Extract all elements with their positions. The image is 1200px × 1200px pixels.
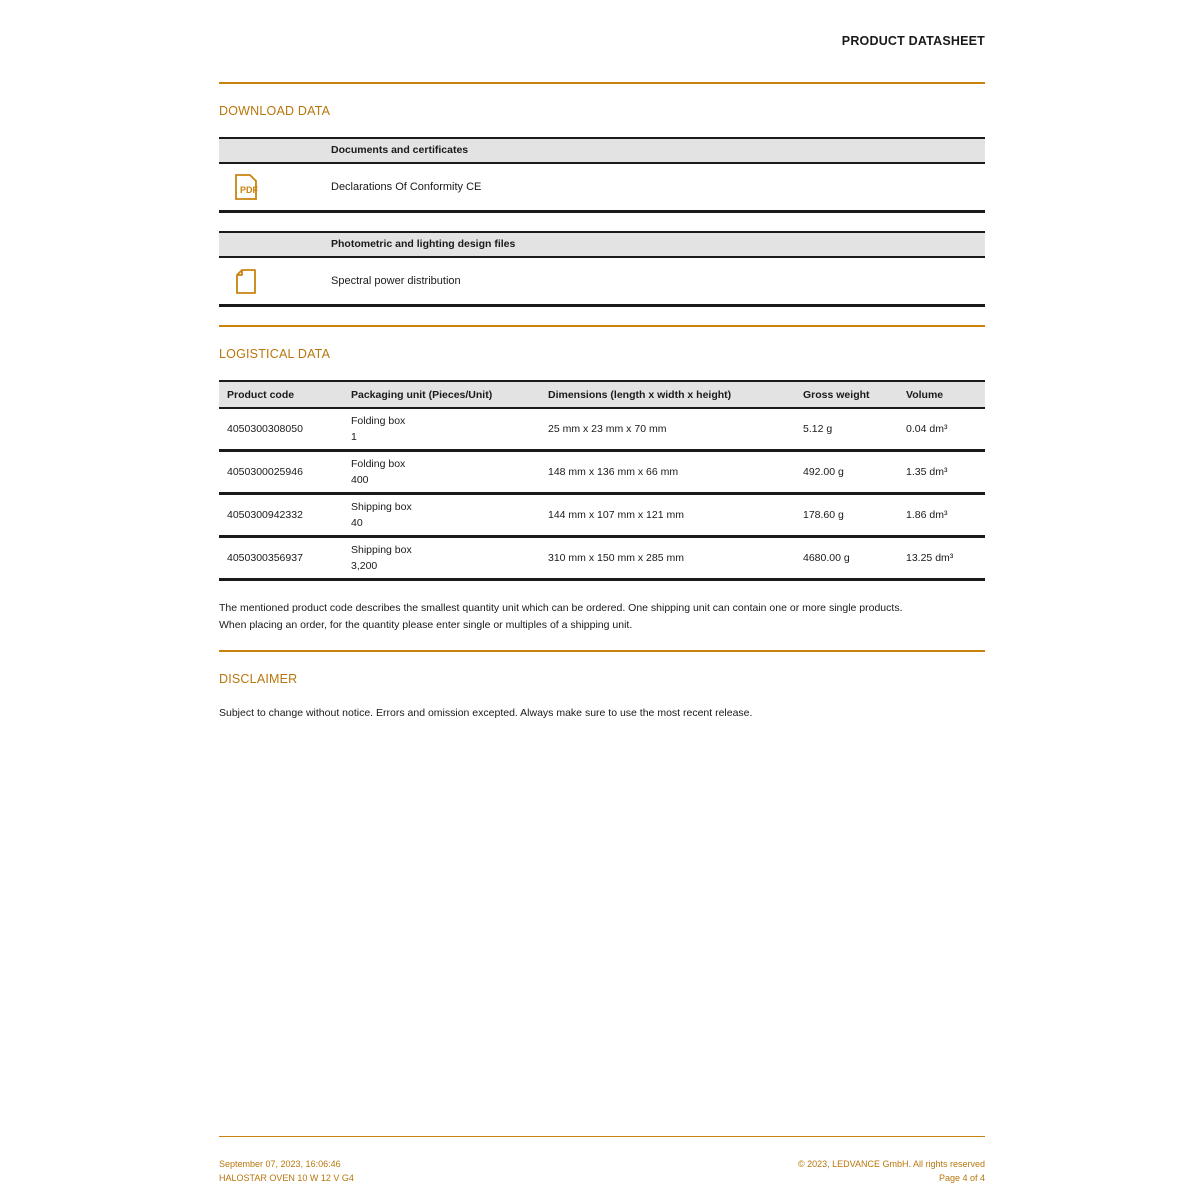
gross-weight-cell: 492.00 g — [795, 451, 898, 494]
gross-weight-cell: 4680.00 g — [795, 537, 898, 580]
column-header-volume: Volume — [898, 381, 985, 408]
footer-date: September 07, 2023, 16:06:46 — [219, 1159, 341, 1169]
volume-cell: 0.04 dm³ — [898, 408, 985, 451]
file-icon[interactable] — [231, 266, 261, 296]
packaging-unit-cell — [343, 537, 540, 580]
download-group-heading — [219, 137, 985, 164]
pack-quantity: 1 — [351, 431, 357, 443]
download-group-photometric — [219, 231, 985, 307]
footer-product: HALOSTAR OVEN 10 W 12 V G4 — [219, 1173, 354, 1183]
column-header-gross-weight: Gross weight — [795, 381, 898, 408]
volume-cell: 13.25 dm³ — [898, 537, 985, 580]
pack-quantity: 40 — [351, 517, 363, 529]
document-title: PRODUCT DATASHEET — [841, 34, 985, 48]
pack-type: Shipping box — [351, 544, 412, 556]
download-group-heading — [219, 231, 985, 258]
datasheet-page — [219, 0, 985, 1200]
dimensions-cell: 148 mm x 136 mm x 66 mm — [540, 451, 795, 494]
product-code-cell: 4050300025946 — [219, 451, 343, 494]
section-divider — [219, 325, 985, 327]
gross-weight-cell: 5.12 g — [795, 408, 898, 451]
download-data-title: DOWNLOAD DATA — [219, 104, 331, 118]
pack-type: Folding box — [351, 415, 406, 427]
footer-copyright: © 2023, LEDVANCE GmbH. All rights reserved — [797, 1159, 985, 1169]
section-divider — [219, 82, 985, 84]
pack-type: Shipping box — [351, 501, 412, 513]
logistical-data-title: LOGISTICAL DATA — [219, 347, 331, 361]
product-code-cell: 4050300942332 — [219, 494, 343, 537]
disclaimer-text: Subject to change without notice. Errors and omission excepted. Always make sure to use the most recent release. — [219, 707, 753, 719]
download-item-label[interactable]: Declarations Of Conformity CE — [331, 181, 482, 193]
logistical-note — [219, 600, 985, 634]
footer-divider — [219, 1136, 985, 1137]
pdf-icon[interactable] — [231, 172, 261, 202]
product-code-cell: 4050300308050 — [219, 408, 343, 451]
dimensions-cell: 144 mm x 107 mm x 121 mm — [540, 494, 795, 537]
packaging-unit-cell — [343, 451, 540, 494]
table-row — [219, 451, 985, 494]
download-group-heading-label: Photometric and lighting design files — [331, 238, 516, 250]
footer-page-number: Page 4 of 4 — [938, 1173, 985, 1183]
download-item-spectral[interactable] — [219, 258, 985, 307]
logistical-note-line: When placing an order, for the quantity please enter single or multiples of a shipping unit. — [219, 619, 633, 631]
table-header-row — [219, 381, 985, 408]
gross-weight-cell: 178.60 g — [795, 494, 898, 537]
download-group-heading-label: Documents and certificates — [331, 144, 469, 156]
table-row — [219, 537, 985, 580]
section-divider — [219, 650, 985, 652]
download-group-documents — [219, 137, 985, 213]
footer-right — [798, 1157, 985, 1185]
pack-quantity: 400 — [351, 474, 369, 486]
svg-text:PDF: PDF — [240, 185, 258, 195]
packaging-unit-cell — [343, 494, 540, 537]
table-row — [219, 494, 985, 537]
logistical-note-line: The mentioned product code describes the smallest quantity unit which can be ordered. One shipping unit can contain one or more single products. — [219, 602, 903, 614]
volume-cell: 1.35 dm³ — [898, 451, 985, 494]
product-code-cell: 4050300356937 — [219, 537, 343, 580]
download-item-declarations[interactable] — [219, 164, 985, 213]
packaging-unit-cell — [343, 408, 540, 451]
dimensions-cell: 25 mm x 23 mm x 70 mm — [540, 408, 795, 451]
logistical-table — [219, 380, 985, 581]
column-header-dimensions: Dimensions (length x width x height) — [540, 381, 795, 408]
volume-cell: 1.86 dm³ — [898, 494, 985, 537]
dimensions-cell: 310 mm x 150 mm x 285 mm — [540, 537, 795, 580]
download-item-label[interactable]: Spectral power distribution — [331, 275, 461, 287]
table-row — [219, 408, 985, 451]
footer-left — [219, 1157, 354, 1185]
column-header-packaging-unit: Packaging unit (Pieces/Unit) — [343, 381, 540, 408]
pack-type: Folding box — [351, 458, 406, 470]
pack-quantity: 3,200 — [351, 560, 378, 572]
column-header-product-code: Product code — [219, 381, 343, 408]
disclaimer-title: DISCLAIMER — [219, 672, 298, 686]
